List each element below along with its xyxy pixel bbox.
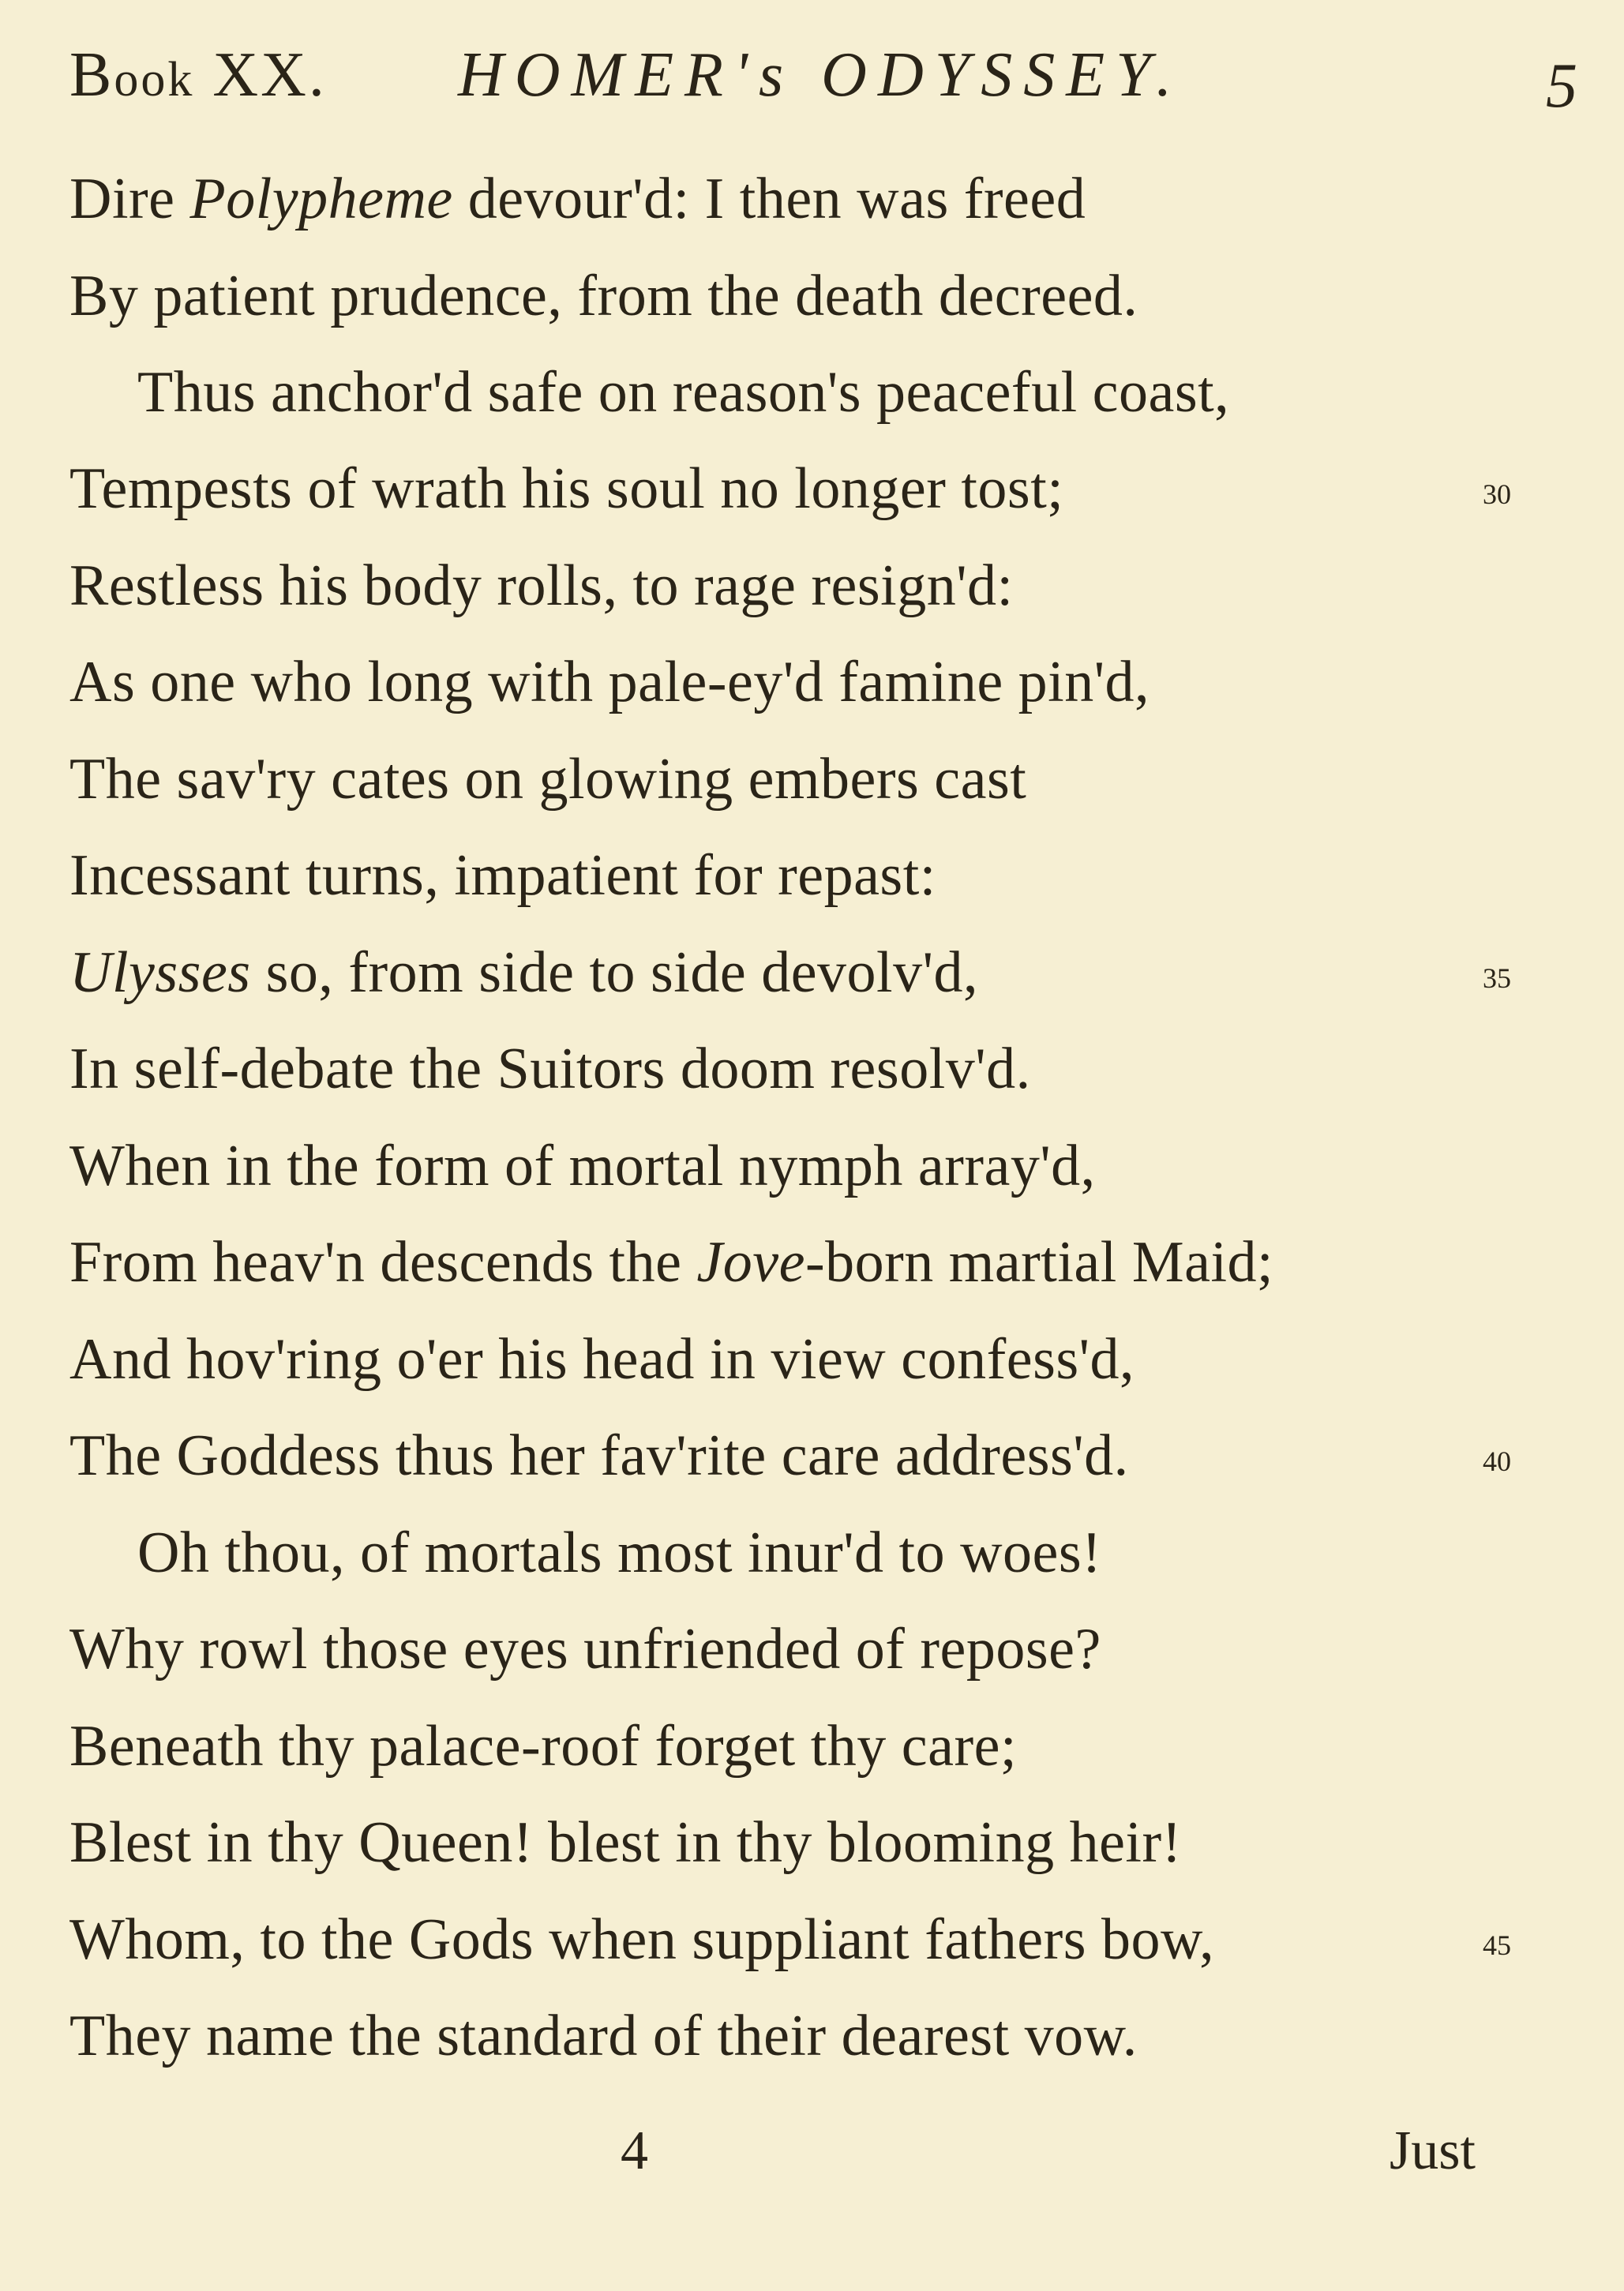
line-number: 40	[1483, 1445, 1511, 1477]
verse-line: The sav'ry cates on glowing embers cast	[69, 747, 1027, 812]
verse-line: They name the standard of their dearest vow.	[69, 2004, 1138, 2068]
verse-line: Tempests of wrath his soul no longer tost;	[69, 456, 1064, 521]
signature-mark: 4	[621, 2120, 648, 2181]
book-label: Book XX.	[69, 40, 327, 110]
verse-line: Incessant turns, impatient for repast:	[69, 843, 936, 908]
line-number: 30	[1483, 478, 1511, 510]
running-title: HOMER's ODYSSEY.	[458, 40, 1183, 110]
line-number: 45	[1483, 1929, 1511, 1961]
catchword: Just	[1390, 2120, 1476, 2181]
verse-line: Why rowl those eyes unfriended of repose?	[69, 1617, 1101, 1682]
verse-line: Whom, to the Gods when suppliant fathers bow,	[69, 1907, 1215, 1972]
verse-line: As one who long with pale-ey'd famine pin'd,	[69, 650, 1150, 714]
verse-line: From heav'n descends the Jove-born martial Maid;	[69, 1230, 1274, 1295]
page-number: 5	[1546, 51, 1577, 121]
book-number: XX.	[212, 40, 327, 110]
verse-line: The Goddess thus her fav'rite care address'd.	[69, 1423, 1129, 1488]
verse-line: In self-debate the Suitors doom resolv'd.	[69, 1037, 1031, 1101]
verse-line: By patient prudence, from the death decreed.	[69, 264, 1138, 328]
verse-line: Oh thou, of mortals most inur'd to woes!	[137, 1520, 1102, 1585]
verse-line: Dire Polypheme devour'd: I then was freed	[69, 167, 1086, 231]
verse-line: Thus anchor'd safe on reason's peaceful coast,	[137, 360, 1230, 425]
verse-line: Blest in thy Queen! blest in thy blooming heir!	[69, 1810, 1182, 1875]
line-number: 35	[1483, 962, 1511, 994]
verse-line: Beneath thy palace-roof forget thy care;	[69, 1714, 1018, 1779]
running-header	[0, 39, 1624, 121]
verse-line: Ulysses so, from side to side devolv'd,	[69, 940, 978, 1005]
verse-line: When in the form of mortal nymph array'd,	[69, 1134, 1096, 1198]
verse-line: And hov'ring o'er his head in view confess'd,	[69, 1327, 1135, 1392]
verse-line: Restless his body rolls, to rage resign'd:	[69, 553, 1014, 618]
